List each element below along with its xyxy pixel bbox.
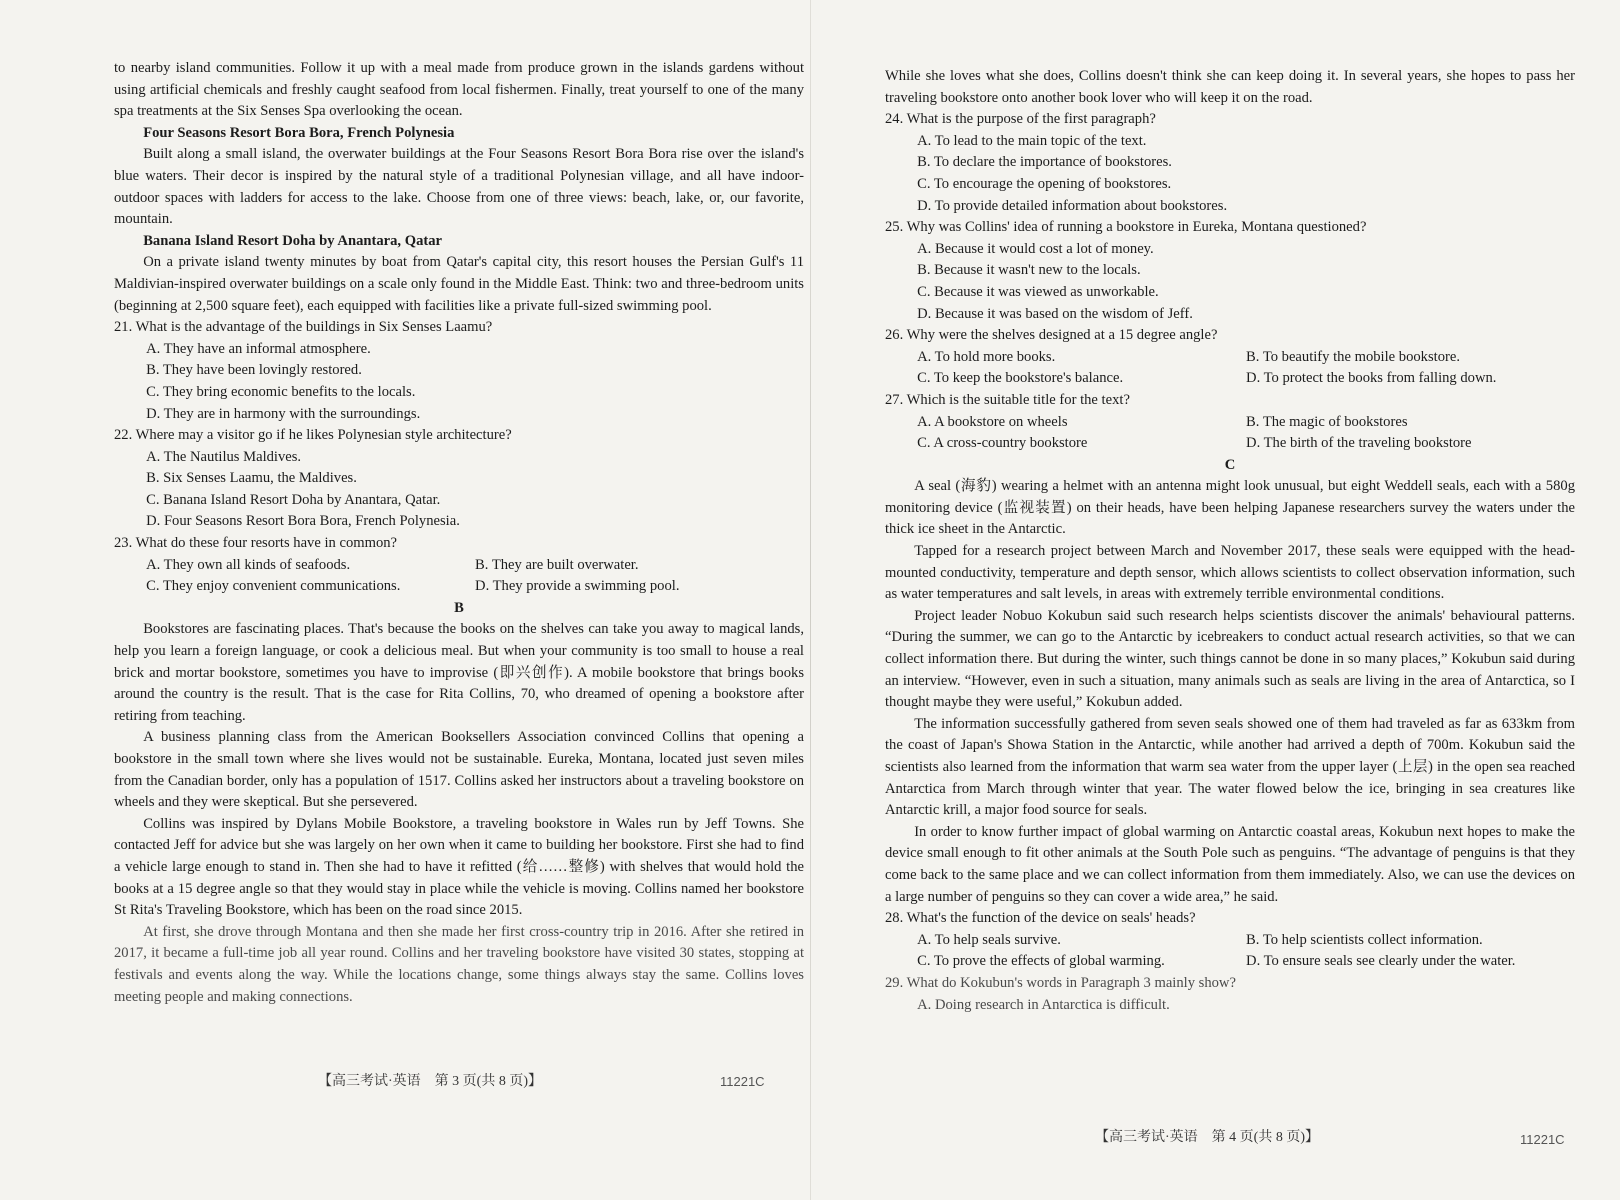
left-page	[114, 58, 804, 1008]
q23-options-row-1	[114, 555, 804, 577]
q24-option-c[interactable]: C. To encourage the opening of bookstores.	[917, 175, 1172, 192]
q22-option-d[interactable]: D. Four Seasons Resort Bora Bora, French Polynesia.	[146, 513, 460, 530]
resort-paragraph-banana-island: On a private island twenty minutes by boat from Qatar's capital city, this resort houses the Persian Gulf's 11 Maldivian-inspired overwater buildings on a scale only found in the Middle East. Think: two and three-bedroom units (beginning at 2,500 square feet), each equipped with facilities like a private full-sized swimming pool.	[114, 254, 804, 314]
q25-option-d[interactable]: D. Because it was based on the wisdom of Jeff.	[917, 305, 1193, 322]
q22-option-a[interactable]: A. The Nautilus Maldives.	[146, 448, 302, 465]
question-29: 29. What do Kokubun's words in Paragraph 3 mainly show?	[885, 974, 1236, 991]
q26-options-row-2	[885, 368, 1575, 390]
question-28: 28. What's the function of the device on seals' heads?	[885, 910, 1196, 927]
q26-options-row-1	[885, 347, 1575, 369]
left-footer-label: 【高三考试·英语 第 3 页(共 8 页)】	[318, 1074, 542, 1089]
intro-end-paragraph: to nearby island communities. Follow it up with a meal made from produce grown in the islands gardens without using artificial chemicals and freshly caught seafood from local fishermen. Finally, treat yourself to one of the many spa treatments at the Six Senses Spa overlooking the ocean.	[114, 60, 804, 120]
passage-b-paragraph-5: While she loves what she does, Collins doesn't think she can keep doing it. In several years, she hopes to pass her traveling bookstore onto another book lover who will keep it on the road.	[885, 68, 1575, 106]
passage-c-paragraph-3: Project leader Nobuo Kokubun said such research helps scientists discover the animals' behavioural patterns. “During the summer, we can go to the Antarctic by icebreakers to conduct actual research activities, so that we can collect information there. But during the winter, such things cannot be done in so many places,” Kokubun said during an interview. “However, even in such a situation, many animals such as seals are living in the area of Antarctica, so I thought maybe they were useful,” Kokubun added.	[885, 607, 1575, 711]
q27-option-b[interactable]: B. The magic of bookstores	[1246, 413, 1408, 430]
left-page-footer	[318, 1070, 542, 1090]
q23-option-a[interactable]: A. They own all kinds of seafoods.	[146, 556, 351, 573]
question-25: 25. Why was Collins' idea of running a bookstore in Eureka, Montana questioned?	[885, 219, 1367, 236]
q27-option-a[interactable]: A. A bookstore on wheels	[917, 413, 1068, 430]
q22-option-c[interactable]: C. Banana Island Resort Doha by Anantara, Qatar.	[146, 491, 441, 508]
q26-option-a[interactable]: A. To hold more books.	[917, 348, 1056, 365]
q21-option-b[interactable]: B. They have been lovingly restored.	[146, 362, 362, 379]
left-page-code	[720, 1074, 765, 1091]
q27-options-row-1	[885, 412, 1575, 434]
q28-option-c[interactable]: C. To prove the effects of global warming.	[917, 953, 1165, 970]
q22-option-b[interactable]: B. Six Senses Laamu, the Maldives.	[146, 470, 357, 487]
q27-option-c[interactable]: C. A cross-country bookstore	[917, 435, 1088, 452]
q25-option-b[interactable]: B. Because it wasn't new to the locals.	[917, 262, 1141, 279]
section-c-heading: C	[1224, 456, 1236, 473]
q26-option-c[interactable]: C. To keep the bookstore's balance.	[917, 370, 1124, 387]
q23-option-b[interactable]: B. They are built overwater.	[475, 556, 639, 573]
resort-paragraph-four-seasons: Built along a small island, the overwater buildings at the Four Seasons Resort Bora Bora rise over the island's blue waters. Their decor is inspired by the natural style of a traditional Polynesian village, and all have indoor-outdoor spaces with ladders for access to the lake. Choose from one of three views: beach, lake, or, our favorite, mountain.	[114, 146, 804, 228]
question-27: 27. Which is the suitable title for the text?	[885, 391, 1130, 408]
question-24: 24. What is the purpose of the first paragraph?	[885, 111, 1156, 128]
resort-title-four-seasons: Four Seasons Resort Bora Bora, French Polynesia	[143, 124, 455, 141]
right-page-footer	[1095, 1126, 1319, 1146]
q25-option-c[interactable]: C. Because it was viewed as unworkable.	[917, 283, 1159, 300]
q28-options-row-2	[885, 951, 1575, 973]
q21-option-d[interactable]: D. They are in harmony with the surroundings.	[146, 405, 421, 422]
q23-options-row-2	[114, 576, 804, 598]
q26-option-d[interactable]: D. To protect the books from falling down.	[1246, 370, 1497, 387]
q23-option-d[interactable]: D. They provide a swimming pool.	[475, 578, 680, 595]
q21-option-c[interactable]: C. They bring economic benefits to the locals.	[146, 383, 416, 400]
passage-c-paragraph-5: In order to know further impact of global warming on Antarctic coastal areas, Kokubun next hopes to make the device small enough to fit other animals at the South Pole such as penguins. “The advantage of penguins is that they come back to the same place and we can collect information from them immediately. Also, we can use the devices on a large number of penguins so they can cover a wide area,” he said.	[885, 823, 1575, 905]
passage-b-paragraph-1: Bookstores are fascinating places. That's because the books on the shelves can take you away to magical lands, help you learn a foreign language, or cook a delicious meal. But when your community is too small to house a real brick and mortar bookstore, sometimes you have to improvise (即兴创作). A mobile bookstore that brings books around the country is the result. That is the case for Rita Collins, 70, who dreamed of opening a bookstore after retiring from teaching.	[114, 621, 804, 724]
q28-option-a[interactable]: A. To help seals survive.	[917, 931, 1061, 948]
q21-option-a[interactable]: A. They have an informal atmosphere.	[146, 340, 371, 357]
passage-c-paragraph-4: The information successfully gathered from seven seals showed one of them had traveled as far as 633km from the coast of Japan's Showa Station in the Antarctic, while another had arrived a depth of 700m. Kokubun said the scientists also learned from the information that warm sea water from the upper layer (上层) in the open sea reached Antarctica from March through winter that year. The water flowed below the ice, bringing in sea creatures like Antarctic krill, a major food source for seals.	[885, 715, 1575, 819]
question-26: 26. Why were the shelves designed at a 15 degree angle?	[885, 327, 1218, 344]
right-page-code	[1520, 1132, 1565, 1149]
q24-option-d[interactable]: D. To provide detailed information about bookstores.	[917, 197, 1228, 214]
question-22: 22. Where may a visitor go if he likes Polynesian style architecture?	[114, 427, 512, 444]
question-21: 21. What is the advantage of the buildings in Six Senses Laamu?	[114, 319, 493, 336]
q27-option-d[interactable]: D. The birth of the traveling bookstore	[1246, 435, 1472, 452]
right-footer-label: 【高三考试·英语 第 4 页(共 8 页)】	[1095, 1130, 1319, 1145]
q27-options-row-2	[885, 433, 1575, 455]
q24-option-a[interactable]: A. To lead to the main topic of the text.	[917, 132, 1147, 149]
passage-b-paragraph-3: Collins was inspired by Dylans Mobile Bookstore, a traveling bookstore in Wales run by Jeff Towns. She contacted Jeff for advice but she was largely on her own when it came to building her bookstore. First she had to find a vehicle large enough to stand in. Then she had to have it refitted (给……整修) with shelves that would hold the books at a 15 degree angle so that they would stay in place while the vehicle is moving. Collins named her bookstore St Rita's Traveling Bookstore, which has been on the road since 2015.	[114, 815, 804, 919]
q28-option-d[interactable]: D. To ensure seals see clearly under the water.	[1246, 953, 1516, 970]
q26-option-b[interactable]: B. To beautify the mobile bookstore.	[1246, 348, 1460, 365]
right-page	[885, 66, 1575, 1016]
passage-c-paragraph-2: Tapped for a research project between March and November 2017, these seals were equipped with the head-mounted conductivity, temperature and depth sensor, which allows scientists to collect observation information, such as water temperatures and salt levels, in areas with extremely terrible environmental conditions.	[885, 543, 1575, 603]
q29-option-a[interactable]: A. Doing research in Antarctica is difficult.	[917, 996, 1170, 1013]
right-footer-code: 11221C	[1520, 1132, 1565, 1147]
q25-option-a[interactable]: A. Because it would cost a lot of money.	[917, 240, 1154, 257]
q24-option-b[interactable]: B. To declare the importance of bookstores.	[917, 154, 1172, 171]
q28-options-row-1	[885, 930, 1575, 952]
passage-b-paragraph-4: At first, she drove through Montana and then she made her first cross-country trip in 2016. After she retired in 2017, it became a full-time job all year round. Collins and her traveling bookstore have visited 30 states, stopping at festivals and events along the way. While the locations change, some things always stay the same. Collins loves meeting people and making connections.	[114, 923, 804, 1005]
passage-c-paragraph-1: A seal (海豹) wearing a helmet with an antenna might look unusual, but eight Weddell seals, each with a 580g monitoring device (监视装置) on their heads, have been helping Japanese researchers survey the waters under the thick ice sheet in the Antarctic.	[885, 478, 1575, 538]
section-b-heading: B	[454, 599, 464, 616]
q28-option-b[interactable]: B. To help scientists collect information.	[1246, 931, 1483, 948]
passage-b-paragraph-2: A business planning class from the American Booksellers Association convinced Collins that opening a bookstore in the small town where she lives would not be sustainable. Eureka, Montana, located just seven miles from the Canadian border, only has a population of 1517. Collins asked her instructors about a traveling bookstore on wheels and they were skeptical. But she persevered.	[114, 729, 804, 811]
question-23: 23. What do these four resorts have in common?	[114, 535, 398, 552]
page-fold-divider	[810, 0, 811, 1200]
left-footer-code: 11221C	[720, 1074, 765, 1089]
resort-title-banana-island: Banana Island Resort Doha by Anantara, Qatar	[143, 232, 442, 249]
q23-option-c[interactable]: C. They enjoy convenient communications.	[146, 578, 401, 595]
